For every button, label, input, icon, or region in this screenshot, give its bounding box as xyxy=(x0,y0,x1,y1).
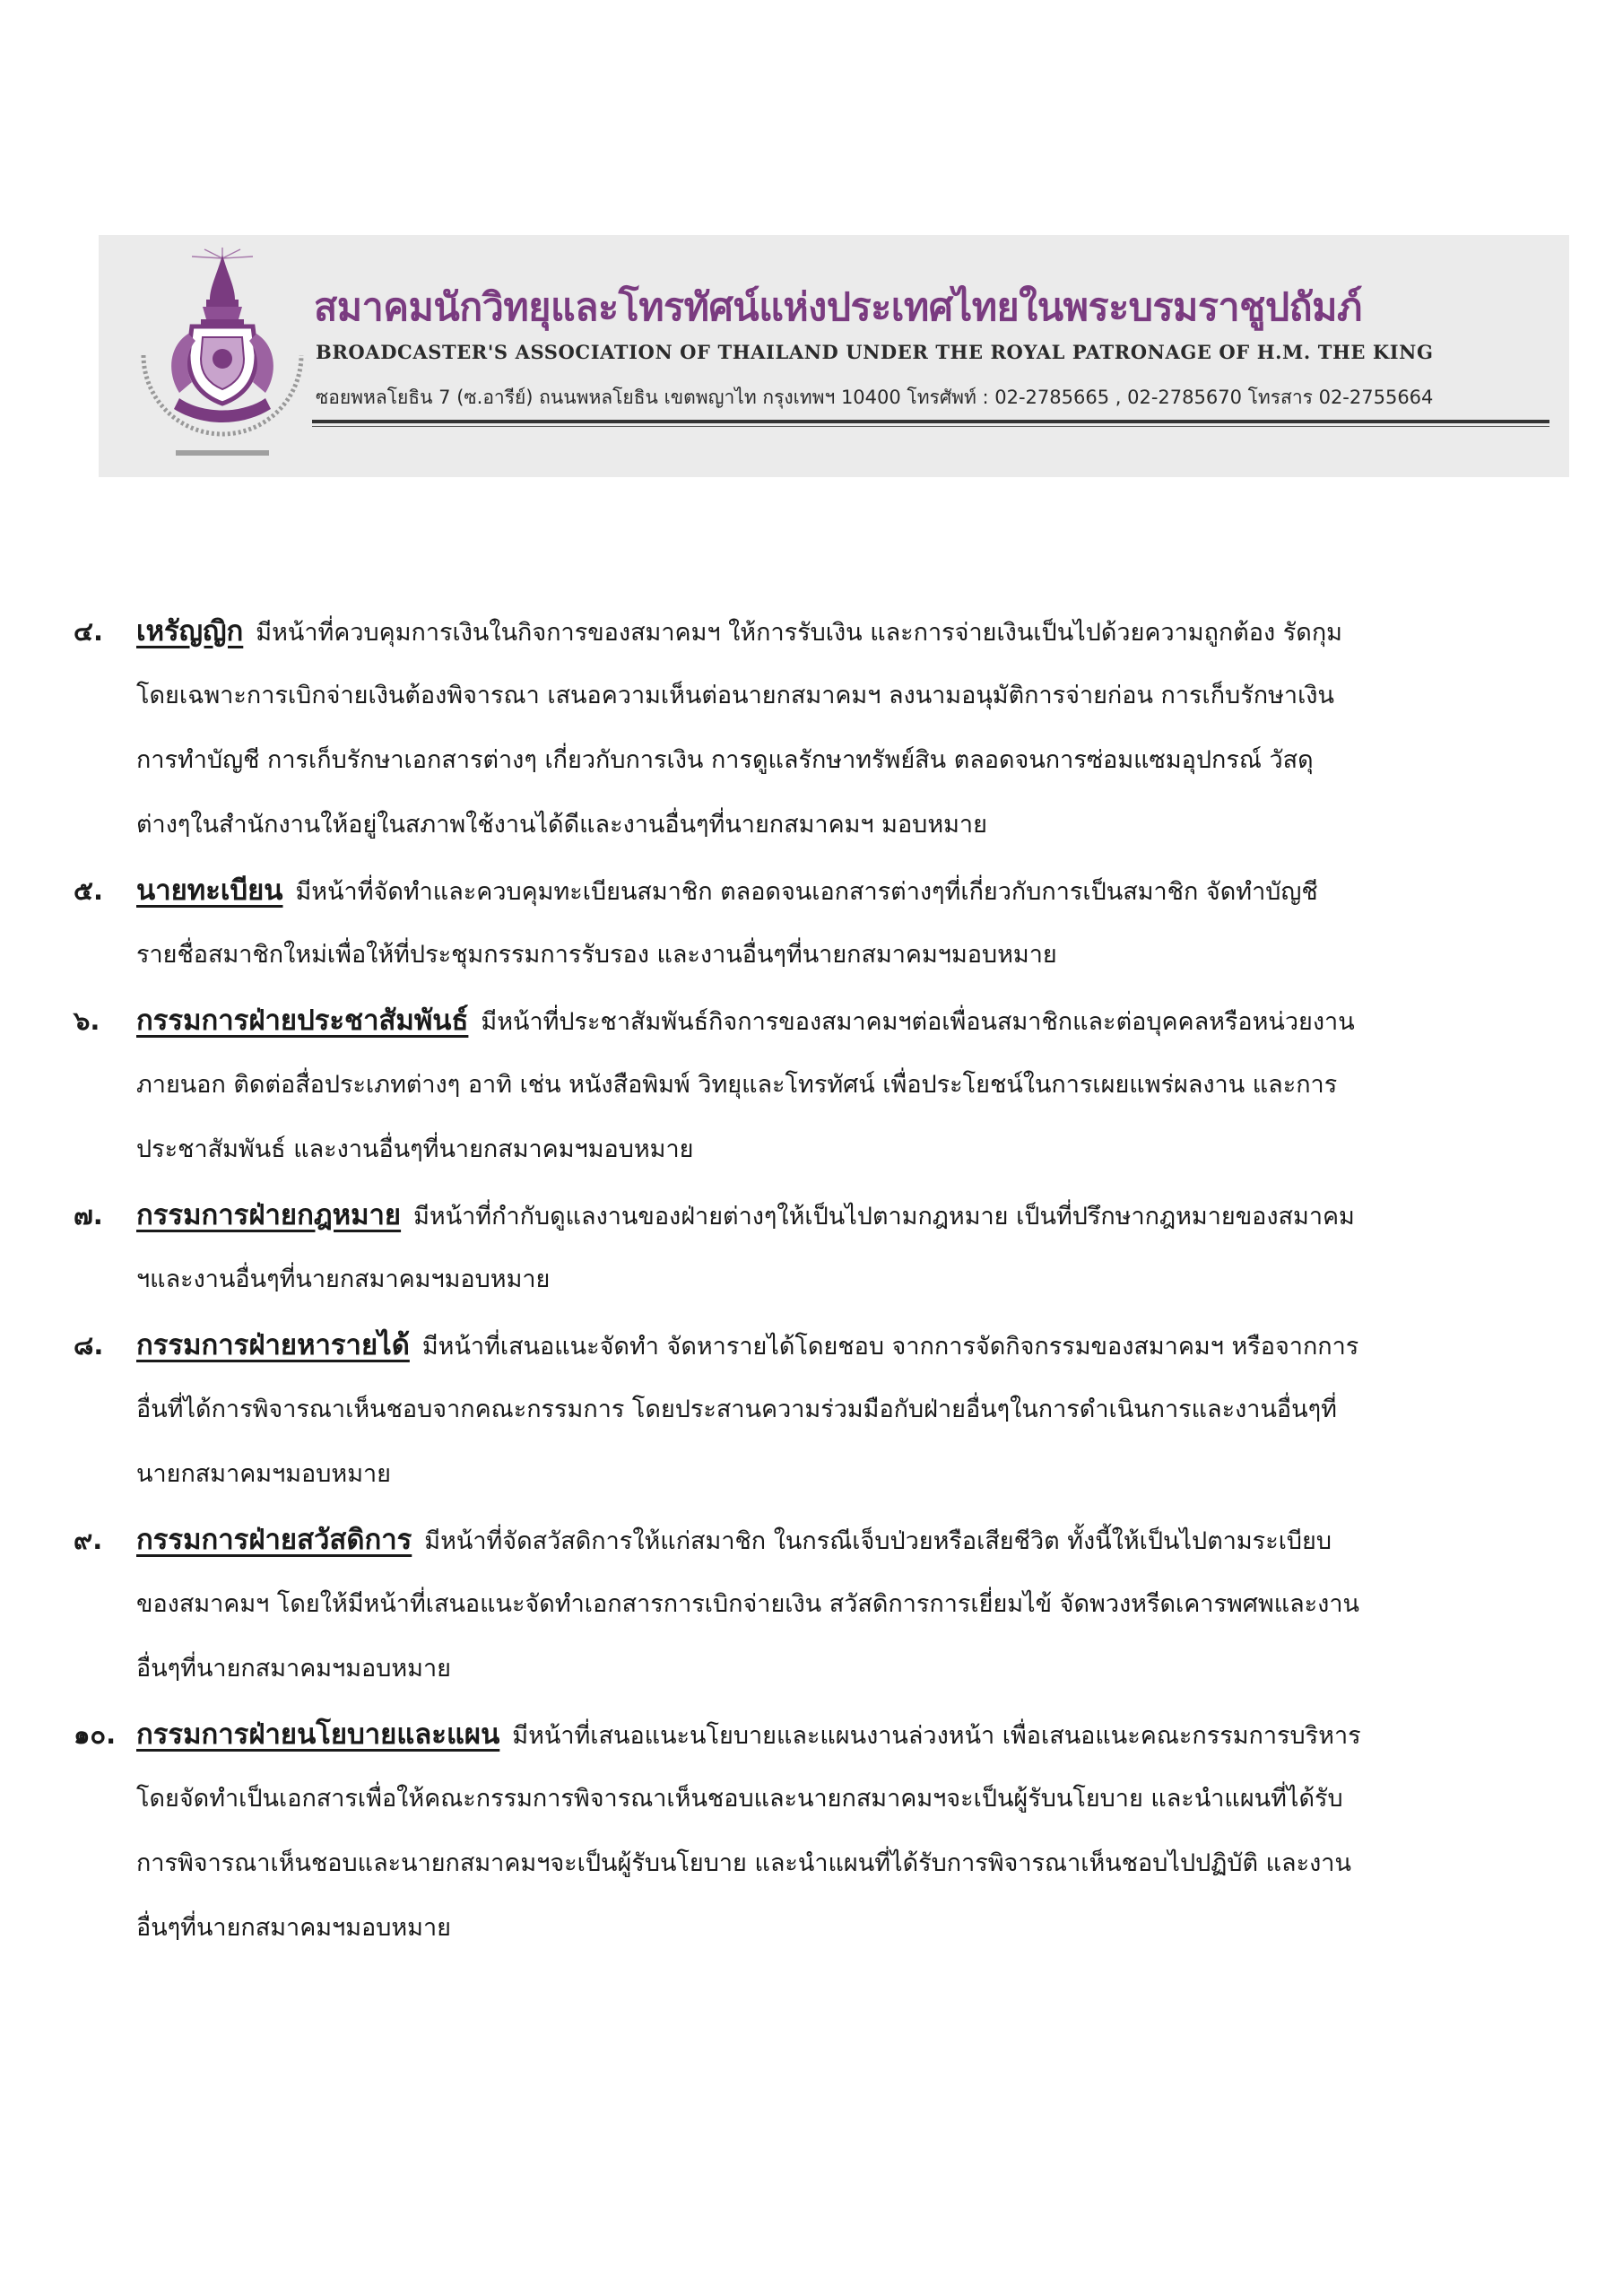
duty-text: รายชื่อสมาชิกใหม่เพื่อให้ที่ประชุมกรรมการรับรอง และงานอื่นๆที่นายกสมาคมฯมอบหมาย xyxy=(136,941,1057,969)
duty-number: ๗. xyxy=(74,1200,103,1231)
duty-line xyxy=(74,1183,1544,1248)
duty-number: ๔. xyxy=(74,616,103,647)
association-emblem-icon xyxy=(117,248,323,467)
org-address: ซอยพหลโยธิน 7 (ซ.อารีย์) ถนนพหลโยธิน เขตพญาไท กรุงเทพฯ 10400 โทรศัพท์ : 02-2785665 , 02-2785670 โทรสาร 02-2755664 xyxy=(316,387,1434,408)
duty-text: โดยจัดทำเป็นเอกสารเพื่อให้คณะกรรมการพิจารณาเห็นชอบและนายกสมาคมฯจะเป็นผู้รับนโยบาย และนำแผนที่ได้รับ xyxy=(136,1785,1343,1813)
duty-item xyxy=(74,988,1544,1182)
duty-line xyxy=(74,793,1544,857)
duty-line xyxy=(74,599,1544,664)
duty-text: มีหน้าที่ควบคุมการเงินในกิจการของสมาคมฯ ให้การรับเงิน และการจ่ายเงินเป็นไปด้วยความถูกต้อง รัดกุม xyxy=(256,619,1342,647)
duty-text: โดยเฉพาะการเบิกจ่ายเงินต้องพิจารณา เสนอความเห็นต่อนายกสมาคมฯ ลงนามอนุมัติการจ่ายก่อน การเก็บรักษาเงิน xyxy=(136,682,1334,709)
duty-line xyxy=(74,1053,1544,1118)
duty-text: ประชาสัมพันธ์ และงานอื่นๆที่นายกสมาคมฯมอบหมาย xyxy=(136,1135,694,1163)
duty-title: นายทะเบียน xyxy=(136,874,283,907)
duty-line xyxy=(74,1248,1544,1312)
duties-list xyxy=(74,599,1544,1961)
duty-item xyxy=(74,1508,1544,1701)
duty-text: อื่นที่ได้การพิจารณาเห็นชอบจากคณะกรรมการ โดยประสานความร่วมมือกับฝ่ายอื่นๆในการดำเนินการและงานอื่นๆที่ xyxy=(136,1396,1337,1423)
duty-number: ๙. xyxy=(74,1525,103,1555)
duty-title: เหรัญญิก xyxy=(136,615,244,648)
duty-item xyxy=(74,858,1544,987)
org-name-thai: สมาคมนักวิทยุและโทรทัศน์แห่งประเทศไทยในพระบรมราชูปถัมภ์ xyxy=(314,285,1362,330)
letterhead xyxy=(99,235,1569,477)
org-name-english: BROADCASTER'S ASSOCIATION OF THAILAND UNDER THE ROYAL PATRONAGE OF H.M. THE KING xyxy=(316,341,1434,363)
duty-item xyxy=(74,1702,1544,1961)
duty-line xyxy=(74,858,1544,923)
duty-line xyxy=(74,728,1544,793)
duty-text: มีหน้าที่เสนอแนะนโยบายและแผนงานล่วงหน้า เพื่อเสนอแนะคณะกรรมการบริหาร xyxy=(512,1722,1361,1750)
duty-text: ของสมาคมฯ โดยให้มีหน้าที่เสนอแนะจัดทำเอกสารการเบิกจ่ายเงิน สวัสดิการการเยี่ยมไข้ จัดพวงหรีดเคารพศพและงาน xyxy=(136,1590,1359,1618)
duty-text: มีหน้าที่เสนอแนะจัดทำ จัดหารายได้โดยชอบ จากการจัดกิจกรรมของสมาคมฯ หรือจากการ xyxy=(421,1333,1359,1361)
duty-text: อื่นๆที่นายกสมาคมฯมอบหมาย xyxy=(136,1655,451,1683)
duty-text: ต่างๆในสำนักงานให้อยู่ในสภาพใช้งานได้ดีและงานอื่นๆที่นายกสมาคมฯ มอบหมาย xyxy=(136,811,987,839)
header-rule xyxy=(312,420,1549,423)
duty-text: การพิจารณาเห็นชอบและนายกสมาคมฯจะเป็นผู้รับนโยบาย และนำแผนที่ได้รับการพิจารณาเห็นชอบไปปฏิบัติ และงาน xyxy=(136,1849,1351,1877)
duty-line xyxy=(74,1508,1544,1572)
duty-title: กรรมการฝ่ายสวัสดิการ xyxy=(136,1524,412,1556)
duty-item xyxy=(74,1313,1544,1507)
duty-text: มีหน้าที่จัดสวัสดิการให้แก่สมาชิก ในกรณีเจ็บป่วยหรือเสียชีวิต ทั้งนี้ให้เป็นไปตามระเบียบ xyxy=(424,1527,1332,1555)
duty-text: ภายนอก ติดต่อสื่อประเภทต่างๆ อาทิ เช่น หนังสือพิมพ์ วิทยุและโทรทัศน์ เพื่อประโยชน์ในการเผยแพร่ผลงาน และการ xyxy=(136,1071,1338,1099)
duty-number: ๘. xyxy=(74,1330,104,1361)
duty-text: นายกสมาคมฯมอบหมาย xyxy=(136,1460,391,1488)
duty-line xyxy=(74,1831,1544,1896)
duty-text: มีหน้าที่จัดทำและควบคุมทะเบียนสมาชิก ตลอดจนเอกสารต่างๆที่เกี่ยวกับการเป็นสมาชิก จัดทำบัญชี xyxy=(295,878,1318,906)
duty-title: กรรมการฝ่ายนโยบายและแผน xyxy=(136,1718,500,1751)
duty-number: ๑๐. xyxy=(74,1719,117,1750)
duty-line xyxy=(74,1572,1544,1637)
duty-text: อื่นๆที่นายกสมาคมฯมอบหมาย xyxy=(136,1914,451,1942)
duty-line xyxy=(74,1896,1544,1961)
duty-line xyxy=(74,1378,1544,1442)
duty-line xyxy=(74,988,1544,1053)
duty-number: ๖. xyxy=(74,1005,100,1036)
duty-line xyxy=(74,1313,1544,1378)
duty-line xyxy=(74,664,1544,728)
duty-line xyxy=(74,1702,1544,1767)
duty-line xyxy=(74,923,1544,987)
duty-title: กรรมการฝ่ายหารายได้ xyxy=(136,1329,410,1361)
duty-title: กรรมการฝ่ายประชาสัมพันธ์ xyxy=(136,1004,469,1037)
duty-line xyxy=(74,1637,1544,1701)
duty-number: ๕. xyxy=(74,875,103,906)
duty-text: ฯและงานอื่นๆที่นายกสมาคมฯมอบหมาย xyxy=(136,1265,551,1293)
duty-text: มีหน้าที่ประชาสัมพันธ์กิจการของสมาคมฯต่อเพื่อนสมาชิกและต่อบุคคลหรือหน่วยงาน xyxy=(481,1008,1355,1036)
duty-text: มีหน้าที่กำกับดูแลงานของฝ่ายต่างๆให้เป็นไปตามกฎหมาย เป็นที่ปรึกษากฎหมายของสมาคม xyxy=(413,1203,1355,1231)
header-rule-thin xyxy=(312,426,1549,427)
duty-item xyxy=(74,599,1544,857)
duty-title: กรรมการฝ่ายกฎหมาย xyxy=(136,1199,402,1231)
duty-line xyxy=(74,1767,1544,1831)
duty-line xyxy=(74,1442,1544,1507)
duty-item xyxy=(74,1183,1544,1312)
duty-text: การทำบัญชี การเก็บรักษาเอกสารต่างๆ เกี่ยวกับการเงิน การดูแลรักษาทรัพย์สิน ตลอดจนการซ่อมแซมอุปกรณ์ วัสดุ xyxy=(136,746,1314,774)
duty-line xyxy=(74,1118,1544,1182)
